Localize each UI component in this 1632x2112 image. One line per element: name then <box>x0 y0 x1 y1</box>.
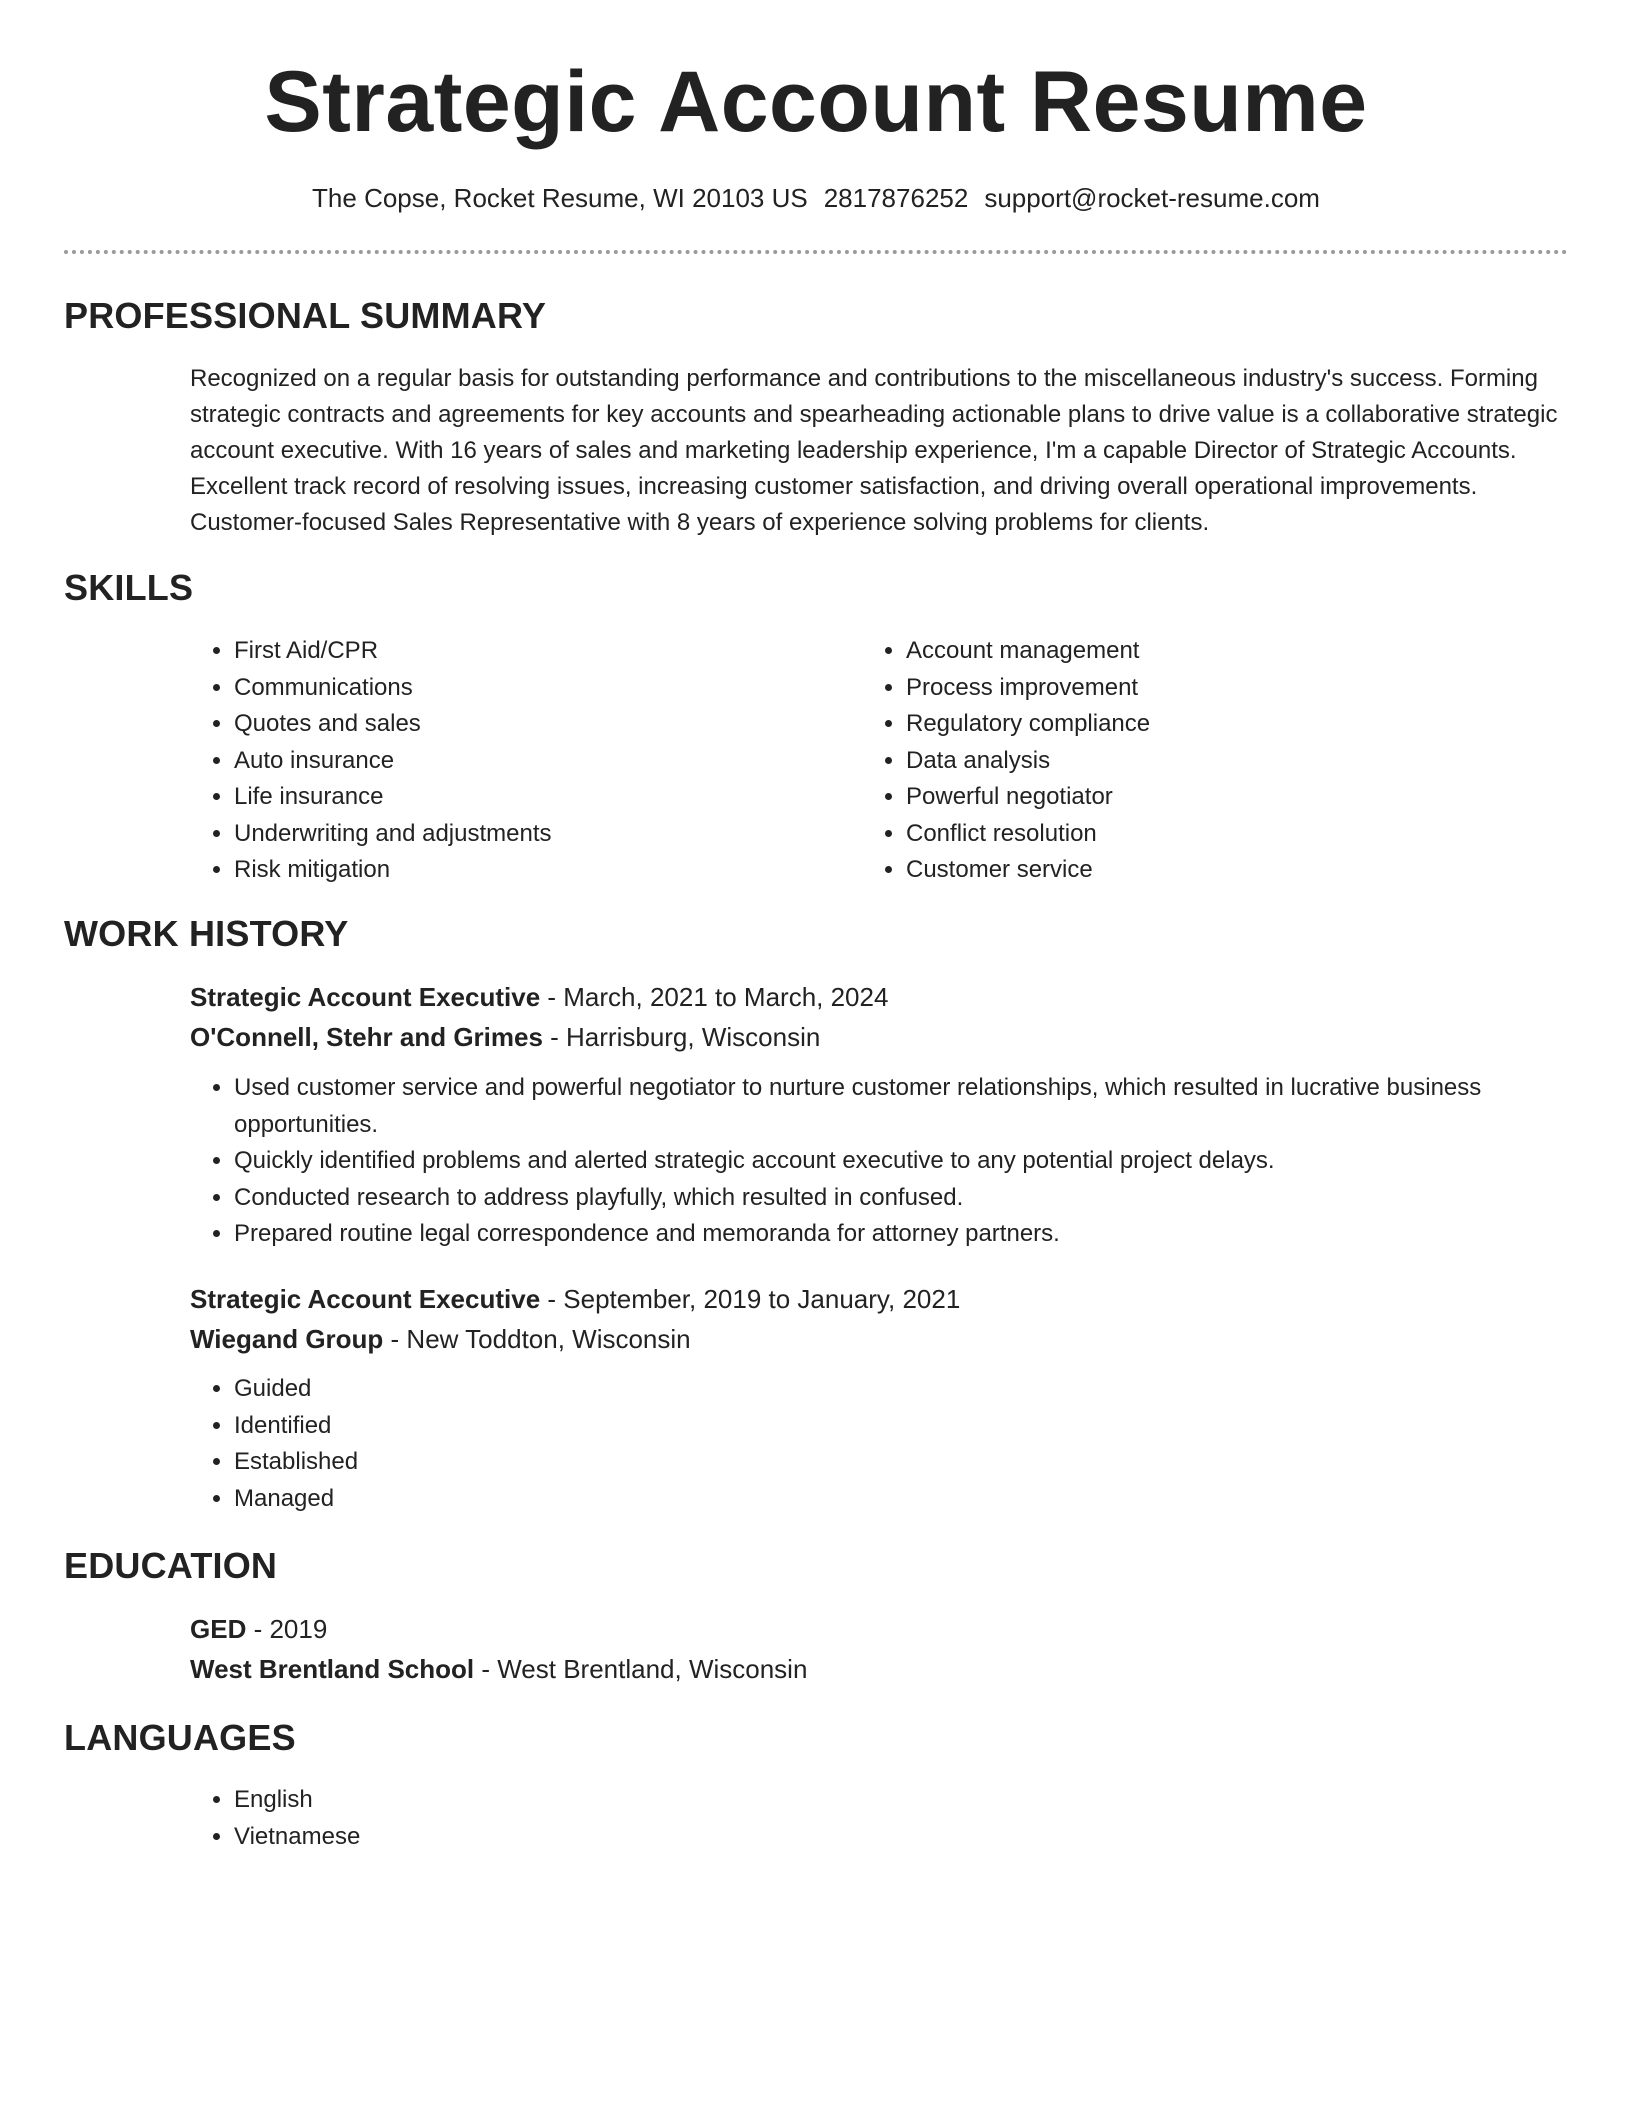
skill-item: • Risk mitigation <box>234 852 790 889</box>
summary-paragraph: Recognized on a regular basis for outstanding performance and contributions to the miscellaneous industry's success. Forming strategic contracts and agreements for key accounts and spearheading actionable plans to drive value is a collaborative strategic account executive. With 16 years of sales and marketing leadership experience, I'm a capable Director of Strategic Accounts. Excellent track record of resolving issues, increasing customer satisfaction, and driving overall operational improvements. Customer-focused Sales Representative with 8 years of experience solving problems for clients. <box>190 365 1558 536</box>
job-bullet: • Used customer service and powerful negotiator to nurture customer relationships, which resulted in lucrative business opportunities. <box>234 1070 1580 1143</box>
job-bullet: • Managed <box>234 1481 1570 1518</box>
education-year: - 2019 <box>246 1614 328 1644</box>
job-bullet: • Established <box>234 1444 1570 1481</box>
contact-address: The Copse, Rocket Resume, WI 20103 US <box>312 183 808 213</box>
job-bullet: • Quickly identified problems and alerted strategic account executive to any potential project delays. <box>234 1143 1580 1180</box>
job-entry <box>190 977 1570 1057</box>
skill-item: • Account management <box>906 633 1462 670</box>
skill-item: • Underwriting and adjustments <box>234 816 790 853</box>
contact-email: support@rocket-resume.com <box>984 183 1320 213</box>
contact-line <box>64 180 1568 216</box>
job-bullets <box>190 1070 1580 1253</box>
job-title-line <box>190 1279 1570 1319</box>
job-location: - Harrisburg, Wisconsin <box>542 1022 821 1052</box>
job-company-line <box>190 1017 1570 1057</box>
job-dates: - March, 2021 to March, 2024 <box>540 982 889 1012</box>
job-bullet: • Conducted research to address playfully, which resulted in confused. <box>234 1180 1580 1217</box>
job-bullet: • Prepared routine legal correspondence and memoranda for attorney partners. <box>234 1216 1580 1253</box>
job-title-line <box>190 977 1570 1017</box>
skills-column-right <box>862 633 1462 889</box>
languages-list <box>190 1782 1570 1855</box>
job-location: - New Toddton, Wisconsin <box>383 1324 691 1354</box>
job-company: Wiegand Group <box>190 1324 384 1354</box>
job-role: Strategic Account Executive <box>190 1284 541 1314</box>
skill-item: • Regulatory compliance <box>906 706 1462 743</box>
skill-item: • Process improvement <box>906 670 1462 707</box>
job-bullet: • Guided <box>234 1371 1570 1408</box>
skill-item: • Powerful negotiator <box>906 779 1462 816</box>
header-divider <box>64 250 1568 254</box>
section-title-education: EDUCATION <box>64 1545 278 1586</box>
skill-item: • First Aid/CPR <box>234 633 790 670</box>
education-degree: GED <box>190 1614 247 1644</box>
contact-phone: 2817876252 <box>823 183 969 213</box>
skill-item: • Communications <box>234 670 790 707</box>
job-company: O'Connell, Stehr and Grimes <box>190 1022 543 1052</box>
section-title-summary: PROFESSIONAL SUMMARY <box>64 295 547 336</box>
job-bullets <box>190 1371 1570 1517</box>
section-title-work-history: WORK HISTORY <box>64 913 349 954</box>
skill-item: • Data analysis <box>906 743 1462 780</box>
job-bullet: • Identified <box>234 1408 1570 1445</box>
skill-item: • Conflict resolution <box>906 816 1462 853</box>
skill-item: • Auto insurance <box>234 743 790 780</box>
skill-item: • Quotes and sales <box>234 706 790 743</box>
resume-title: Strategic Account Resume <box>264 54 1368 150</box>
section-title-languages: LANGUAGES <box>64 1717 296 1758</box>
education-degree-line <box>190 1609 1570 1649</box>
summary-text-block <box>190 361 1570 541</box>
language-item: • English <box>234 1782 1570 1819</box>
education-entry <box>190 1609 1570 1689</box>
language-item: • Vietnamese <box>234 1819 1570 1856</box>
job-company-line <box>190 1319 1570 1359</box>
skills-column-left <box>190 633 790 889</box>
education-school: West Brentland School <box>190 1654 475 1684</box>
job-dates: - September, 2019 to January, 2021 <box>540 1284 961 1314</box>
skill-item: • Life insurance <box>234 779 790 816</box>
job-role: Strategic Account Executive <box>190 982 541 1012</box>
section-title-skills: SKILLS <box>64 567 194 608</box>
skill-item: • Customer service <box>906 852 1462 889</box>
job-entry <box>190 1279 1570 1359</box>
education-location: - West Brentland, Wisconsin <box>474 1654 808 1684</box>
education-school-line <box>190 1649 1570 1689</box>
